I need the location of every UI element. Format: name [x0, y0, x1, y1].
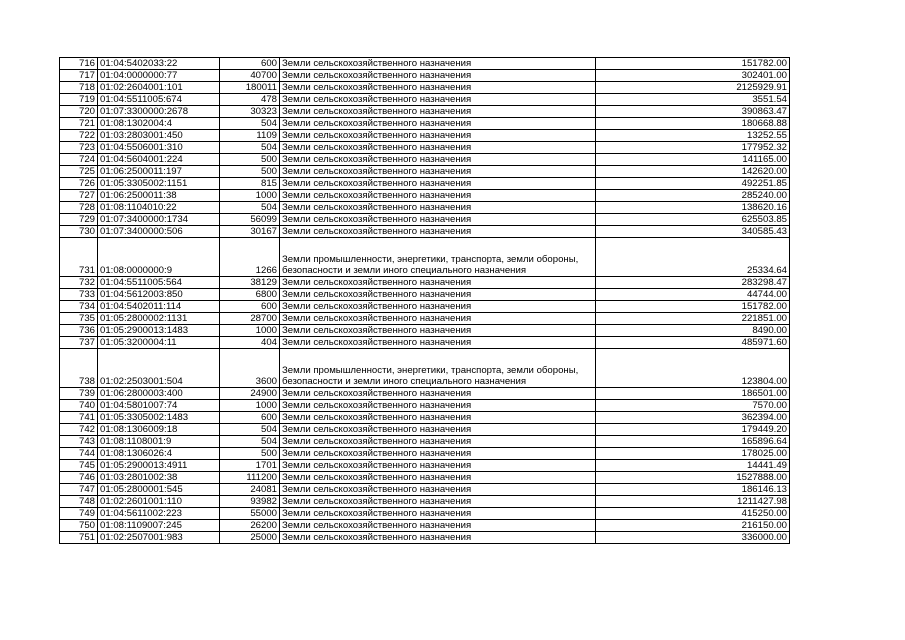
land-category: Земли сельскохозяйственного назначения [280, 472, 596, 484]
cadastral-number: 01:04:5511005:674 [98, 94, 220, 106]
table-row [60, 94, 790, 106]
table-row [60, 460, 790, 472]
row-number: 719 [60, 94, 98, 106]
cadastral-value: 138620.16 [596, 202, 790, 214]
land-category: Земли сельскохозяйственного назначения [280, 313, 596, 325]
area-value: 93982 [220, 496, 280, 508]
land-category: Земли сельскохозяйственного назначения [280, 118, 596, 130]
cadastral-number: 01:05:2800002:1131 [98, 313, 220, 325]
cadastral-value: 285240.00 [596, 190, 790, 202]
land-category: Земли сельскохозяйственного назначения [280, 508, 596, 520]
row-number: 726 [60, 178, 98, 190]
table-row [60, 436, 790, 448]
row-number: 723 [60, 142, 98, 154]
table-row [60, 289, 790, 301]
row-number: 736 [60, 325, 98, 337]
table-row [60, 154, 790, 166]
table-row [60, 388, 790, 400]
cadastral-value: 336000.00 [596, 532, 790, 544]
cadastral-number: 01:02:2601001:110 [98, 496, 220, 508]
cadastral-number: 01:07:3300000:2678 [98, 106, 220, 118]
cadastral-value: 180668.88 [596, 118, 790, 130]
area-value: 1701 [220, 460, 280, 472]
area-value: 56099 [220, 214, 280, 226]
table-row [60, 400, 790, 412]
table-row [60, 412, 790, 424]
area-value: 55000 [220, 508, 280, 520]
area-value: 478 [220, 94, 280, 106]
area-value: 1109 [220, 130, 280, 142]
table-row [60, 448, 790, 460]
land-category: Земли промышленности, энергетики, транспорта, земли обороны, безопасности и земли иного специального назначения [280, 349, 596, 388]
cadastral-number: 01:08:1104010:22 [98, 202, 220, 214]
land-category: Земли сельскохозяйственного назначения [280, 70, 596, 82]
area-value: 3600 [220, 349, 280, 388]
table-row [60, 238, 790, 277]
row-number: 718 [60, 82, 98, 94]
row-number: 720 [60, 106, 98, 118]
land-category: Земли сельскохозяйственного назначения [280, 400, 596, 412]
table-row [60, 532, 790, 544]
cadastral-number: 01:02:2604001:101 [98, 82, 220, 94]
cadastral-number: 01:08:1306009:18 [98, 424, 220, 436]
table-row [60, 58, 790, 70]
row-number: 744 [60, 448, 98, 460]
row-number: 737 [60, 337, 98, 349]
cadastral-value: 283298.47 [596, 277, 790, 289]
cadastral-value: 123804.00 [596, 349, 790, 388]
row-number: 725 [60, 166, 98, 178]
cadastral-value: 1211427.98 [596, 496, 790, 508]
cadastral-number: 01:05:2900013:1483 [98, 325, 220, 337]
land-category: Земли сельскохозяйственного назначения [280, 190, 596, 202]
land-category: Земли сельскохозяйственного назначения [280, 277, 596, 289]
land-category: Земли сельскохозяйственного назначения [280, 178, 596, 190]
cadastral-number: 01:08:0000000:9 [98, 238, 220, 277]
land-category: Земли сельскохозяйственного назначения [280, 424, 596, 436]
row-number: 748 [60, 496, 98, 508]
row-number: 733 [60, 289, 98, 301]
cadastral-value: 362394.00 [596, 412, 790, 424]
row-number: 721 [60, 118, 98, 130]
row-number: 751 [60, 532, 98, 544]
table-row [60, 142, 790, 154]
land-category: Земли сельскохозяйственного назначения [280, 94, 596, 106]
cadastral-number: 01:02:2507001:983 [98, 532, 220, 544]
cadastral-number: 01:05:3200004:11 [98, 337, 220, 349]
cadastral-value: 13252.55 [596, 130, 790, 142]
table-row [60, 166, 790, 178]
area-value: 600 [220, 58, 280, 70]
cadastral-number: 01:08:1306026:4 [98, 448, 220, 460]
area-value: 600 [220, 301, 280, 313]
cadastral-value: 178025.00 [596, 448, 790, 460]
row-number: 732 [60, 277, 98, 289]
land-category: Земли сельскохозяйственного назначения [280, 58, 596, 70]
table-row [60, 82, 790, 94]
area-value: 26200 [220, 520, 280, 532]
land-category: Земли сельскохозяйственного назначения [280, 484, 596, 496]
cadastral-value: 177952.32 [596, 142, 790, 154]
table-row [60, 178, 790, 190]
land-category: Земли сельскохозяйственного назначения [280, 337, 596, 349]
row-number: 750 [60, 520, 98, 532]
cadastral-value: 151782.00 [596, 301, 790, 313]
land-category: Земли сельскохозяйственного назначения [280, 226, 596, 238]
row-number: 740 [60, 400, 98, 412]
cadastral-number: 01:04:5612003:850 [98, 289, 220, 301]
land-category: Земли сельскохозяйственного назначения [280, 448, 596, 460]
cadastral-number: 01:03:2803001:450 [98, 130, 220, 142]
row-number: 739 [60, 388, 98, 400]
cadastral-value: 44744.00 [596, 289, 790, 301]
row-number: 735 [60, 313, 98, 325]
cadastral-number: 01:03:2801002:38 [98, 472, 220, 484]
row-number: 745 [60, 460, 98, 472]
area-value: 500 [220, 166, 280, 178]
row-number: 731 [60, 238, 98, 277]
cadastral-number: 01:04:5511005:564 [98, 277, 220, 289]
table-row [60, 130, 790, 142]
area-value: 30323 [220, 106, 280, 118]
row-number: 722 [60, 130, 98, 142]
table-row [60, 496, 790, 508]
table-row [60, 118, 790, 130]
area-value: 1000 [220, 325, 280, 337]
table-row [60, 70, 790, 82]
row-number: 716 [60, 58, 98, 70]
land-category: Земли сельскохозяйственного назначения [280, 460, 596, 472]
land-category: Земли промышленности, энергетики, транспорта, земли обороны, безопасности и земли иного специального назначения [280, 238, 596, 277]
cadastral-value: 141165.00 [596, 154, 790, 166]
cadastral-value: 492251.85 [596, 178, 790, 190]
cadastral-value: 1527888.00 [596, 472, 790, 484]
table-row [60, 484, 790, 496]
land-category: Земли сельскохозяйственного назначения [280, 532, 596, 544]
cadastral-value: 625503.85 [596, 214, 790, 226]
area-value: 24081 [220, 484, 280, 496]
table-row [60, 226, 790, 238]
cadastral-number: 01:07:3400000:1734 [98, 214, 220, 226]
cadastral-number: 01:06:2500011:38 [98, 190, 220, 202]
cadastral-number: 01:04:5402011:114 [98, 301, 220, 313]
row-number: 730 [60, 226, 98, 238]
table-row [60, 520, 790, 532]
area-value: 500 [220, 154, 280, 166]
cadastral-number: 01:04:5604001:224 [98, 154, 220, 166]
row-number: 738 [60, 349, 98, 388]
cadastral-value: 186146.13 [596, 484, 790, 496]
area-value: 38129 [220, 277, 280, 289]
cadastral-number: 01:02:2503001:504 [98, 349, 220, 388]
land-category: Земли сельскохозяйственного назначения [280, 214, 596, 226]
area-value: 180011 [220, 82, 280, 94]
area-value: 111200 [220, 472, 280, 484]
area-value: 815 [220, 178, 280, 190]
row-number: 749 [60, 508, 98, 520]
cadastral-number: 01:08:1108001:9 [98, 436, 220, 448]
cadastral-value: 221851.00 [596, 313, 790, 325]
cadastral-value: 216150.00 [596, 520, 790, 532]
land-category: Земли сельскохозяйственного назначения [280, 301, 596, 313]
area-value: 1000 [220, 190, 280, 202]
cadastral-value: 415250.00 [596, 508, 790, 520]
cadastral-value: 7570.00 [596, 400, 790, 412]
area-value: 6800 [220, 289, 280, 301]
row-number: 724 [60, 154, 98, 166]
cadastral-value: 179449.20 [596, 424, 790, 436]
table-row [60, 337, 790, 349]
area-value: 30167 [220, 226, 280, 238]
table-row [60, 301, 790, 313]
row-number: 746 [60, 472, 98, 484]
land-plots-table [59, 57, 790, 544]
area-value: 404 [220, 337, 280, 349]
cadastral-number: 01:04:0000000:77 [98, 70, 220, 82]
land-category: Земли сельскохозяйственного назначения [280, 289, 596, 301]
row-number: 729 [60, 214, 98, 226]
land-category: Земли сельскохозяйственного назначения [280, 412, 596, 424]
cadastral-value: 8490.00 [596, 325, 790, 337]
area-value: 504 [220, 202, 280, 214]
table-row [60, 106, 790, 118]
table-row [60, 508, 790, 520]
table-row [60, 190, 790, 202]
cadastral-value: 142620.00 [596, 166, 790, 178]
cadastral-value: 14441.49 [596, 460, 790, 472]
cadastral-number: 01:08:1302004:4 [98, 118, 220, 130]
row-number: 747 [60, 484, 98, 496]
cadastral-number: 01:05:3305002:1483 [98, 412, 220, 424]
row-number: 734 [60, 301, 98, 313]
area-value: 504 [220, 424, 280, 436]
cadastral-value: 186501.00 [596, 388, 790, 400]
land-category: Земли сельскохозяйственного назначения [280, 82, 596, 94]
cadastral-number: 01:05:3305002:1151 [98, 178, 220, 190]
table-row [60, 424, 790, 436]
cadastral-number: 01:05:2800001:545 [98, 484, 220, 496]
land-category: Земли сельскохозяйственного назначения [280, 436, 596, 448]
table-row [60, 214, 790, 226]
table-row [60, 472, 790, 484]
row-number: 741 [60, 412, 98, 424]
land-category: Земли сельскохозяйственного назначения [280, 106, 596, 118]
cadastral-number: 01:04:5611002:223 [98, 508, 220, 520]
table-row [60, 349, 790, 388]
area-value: 25000 [220, 532, 280, 544]
cadastral-number: 01:06:2500011:197 [98, 166, 220, 178]
area-value: 28700 [220, 313, 280, 325]
cadastral-value: 25334.64 [596, 238, 790, 277]
row-number: 717 [60, 70, 98, 82]
area-value: 504 [220, 142, 280, 154]
cadastral-number: 01:05:2900013:4911 [98, 460, 220, 472]
row-number: 728 [60, 202, 98, 214]
land-category: Земли сельскохозяйственного назначения [280, 130, 596, 142]
land-category: Земли сельскохозяйственного назначения [280, 520, 596, 532]
cadastral-number: 01:04:5506001:310 [98, 142, 220, 154]
land-plots-table-body [60, 58, 790, 544]
land-category: Земли сельскохозяйственного назначения [280, 202, 596, 214]
area-value: 600 [220, 412, 280, 424]
cadastral-value: 302401.00 [596, 70, 790, 82]
table-row [60, 325, 790, 337]
land-category: Земли сельскохозяйственного назначения [280, 142, 596, 154]
area-value: 40700 [220, 70, 280, 82]
row-number: 727 [60, 190, 98, 202]
cadastral-number: 01:07:3400000:506 [98, 226, 220, 238]
cadastral-value: 3551.54 [596, 94, 790, 106]
row-number: 742 [60, 424, 98, 436]
area-value: 504 [220, 436, 280, 448]
row-number: 743 [60, 436, 98, 448]
cadastral-value: 151782.00 [596, 58, 790, 70]
land-category: Земли сельскохозяйственного назначения [280, 325, 596, 337]
cadastral-value: 165896.64 [596, 436, 790, 448]
area-value: 1266 [220, 238, 280, 277]
table-row [60, 313, 790, 325]
cadastral-number: 01:04:5801007:74 [98, 400, 220, 412]
cadastral-value: 2125929.91 [596, 82, 790, 94]
cadastral-number: 01:06:2800003:400 [98, 388, 220, 400]
area-value: 1000 [220, 400, 280, 412]
table-row [60, 277, 790, 289]
cadastral-number: 01:08:1109007:245 [98, 520, 220, 532]
land-category: Земли сельскохозяйственного назначения [280, 388, 596, 400]
land-category: Земли сельскохозяйственного назначения [280, 166, 596, 178]
cadastral-number: 01:04:5402033:22 [98, 58, 220, 70]
land-category: Земли сельскохозяйственного назначения [280, 154, 596, 166]
land-category: Земли сельскохозяйственного назначения [280, 496, 596, 508]
table-row [60, 202, 790, 214]
area-value: 500 [220, 448, 280, 460]
cadastral-value: 340585.43 [596, 226, 790, 238]
cadastral-value: 390863.47 [596, 106, 790, 118]
area-value: 24900 [220, 388, 280, 400]
area-value: 504 [220, 118, 280, 130]
cadastral-value: 485971.60 [596, 337, 790, 349]
